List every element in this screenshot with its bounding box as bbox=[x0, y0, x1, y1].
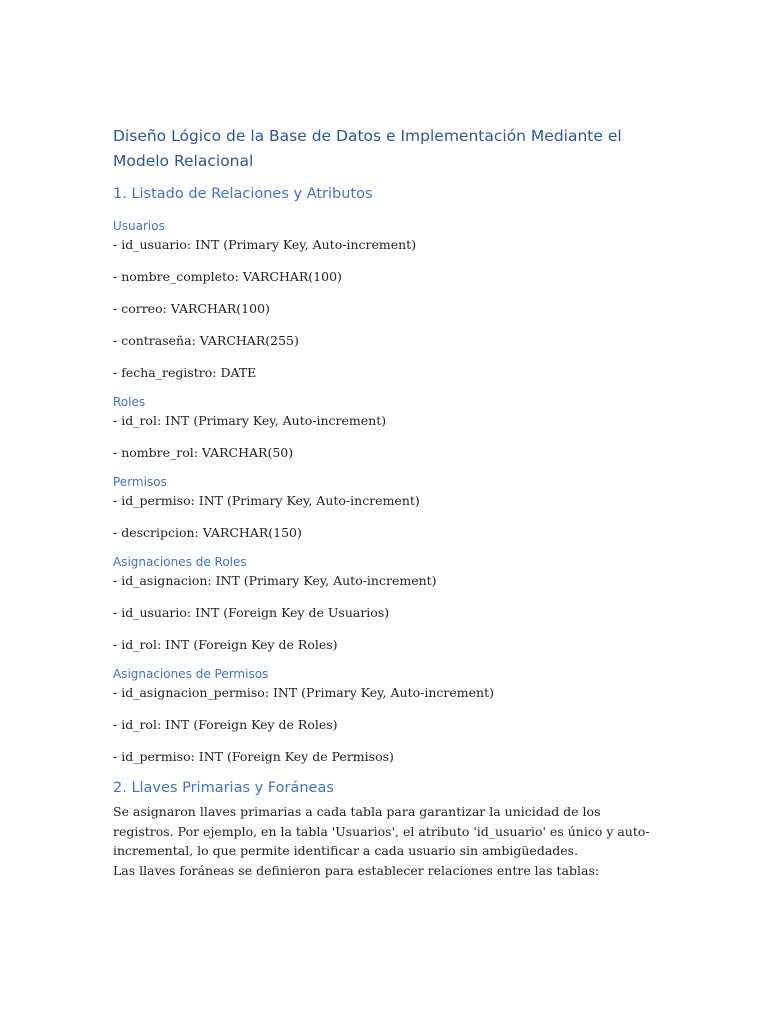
attribute-line: - id_usuario: INT (Foreign Key de Usuarios) bbox=[113, 605, 390, 620]
attribute-line: - id_rol: INT (Foreign Key de Roles) bbox=[113, 717, 338, 732]
attribute-line: - fecha_registro: DATE bbox=[113, 365, 257, 380]
attribute-line: - contraseña: VARCHAR(255) bbox=[113, 333, 299, 348]
attribute-line: - id_asignacion_permiso: INT (Primary Key, Auto-increment) bbox=[113, 685, 494, 700]
entity-asignaciones-permisos bbox=[113, 666, 653, 766]
body-paragraph: Se asignaron llaves primarias a cada tabla para garantizar la unicidad de los registros. Por ejemplo, en la tabla 'Usuarios', el atributo 'id_usuario' es único y auto-incremental, lo que permite identificar a cada usuario sin ambigüedades. bbox=[113, 804, 650, 858]
attribute-line: - id_usuario: INT (Primary Key, Auto-increment) bbox=[113, 237, 417, 252]
entity-asignaciones-roles bbox=[113, 554, 653, 654]
entity-name: Asignaciones de Permisos bbox=[113, 667, 269, 681]
entity-roles bbox=[113, 394, 653, 462]
attribute-line: - id_rol: INT (Foreign Key de Roles) bbox=[113, 637, 338, 652]
entity-name: Usuarios bbox=[113, 219, 165, 233]
attribute-line: - id_asignacion: INT (Primary Key, Auto-increment) bbox=[113, 573, 437, 588]
entity-usuarios bbox=[113, 218, 653, 382]
entity-name: Permisos bbox=[113, 475, 167, 489]
body-paragraph: Las llaves foráneas se definieron para establecer relaciones entre las tablas: bbox=[113, 862, 600, 878]
section2 bbox=[113, 778, 653, 880]
attribute-line: - id_permiso: INT (Primary Key, Auto-increment) bbox=[113, 493, 420, 508]
entity-name: Roles bbox=[113, 395, 146, 409]
document-page bbox=[113, 124, 653, 880]
document-title: Diseño Lógico de la Base de Datos e Implementación Mediante el Modelo Relacional bbox=[113, 127, 622, 170]
attribute-line: - id_rol: INT (Primary Key, Auto-increment) bbox=[113, 413, 387, 428]
attribute-line: - correo: VARCHAR(100) bbox=[113, 301, 270, 316]
attribute-line: - id_permiso: INT (Foreign Key de Permisos) bbox=[113, 749, 394, 764]
attribute-line: - descripcion: VARCHAR(150) bbox=[113, 525, 302, 540]
section1-heading: 1. Listado de Relaciones y Atributos bbox=[113, 186, 373, 202]
entity-permisos bbox=[113, 474, 653, 542]
entity-name: Asignaciones de Roles bbox=[113, 555, 247, 569]
attribute-line: - nombre_completo: VARCHAR(100) bbox=[113, 269, 342, 284]
attribute-line: - nombre_rol: VARCHAR(50) bbox=[113, 445, 294, 460]
section2-heading: 2. Llaves Primarias y Foráneas bbox=[113, 780, 334, 796]
